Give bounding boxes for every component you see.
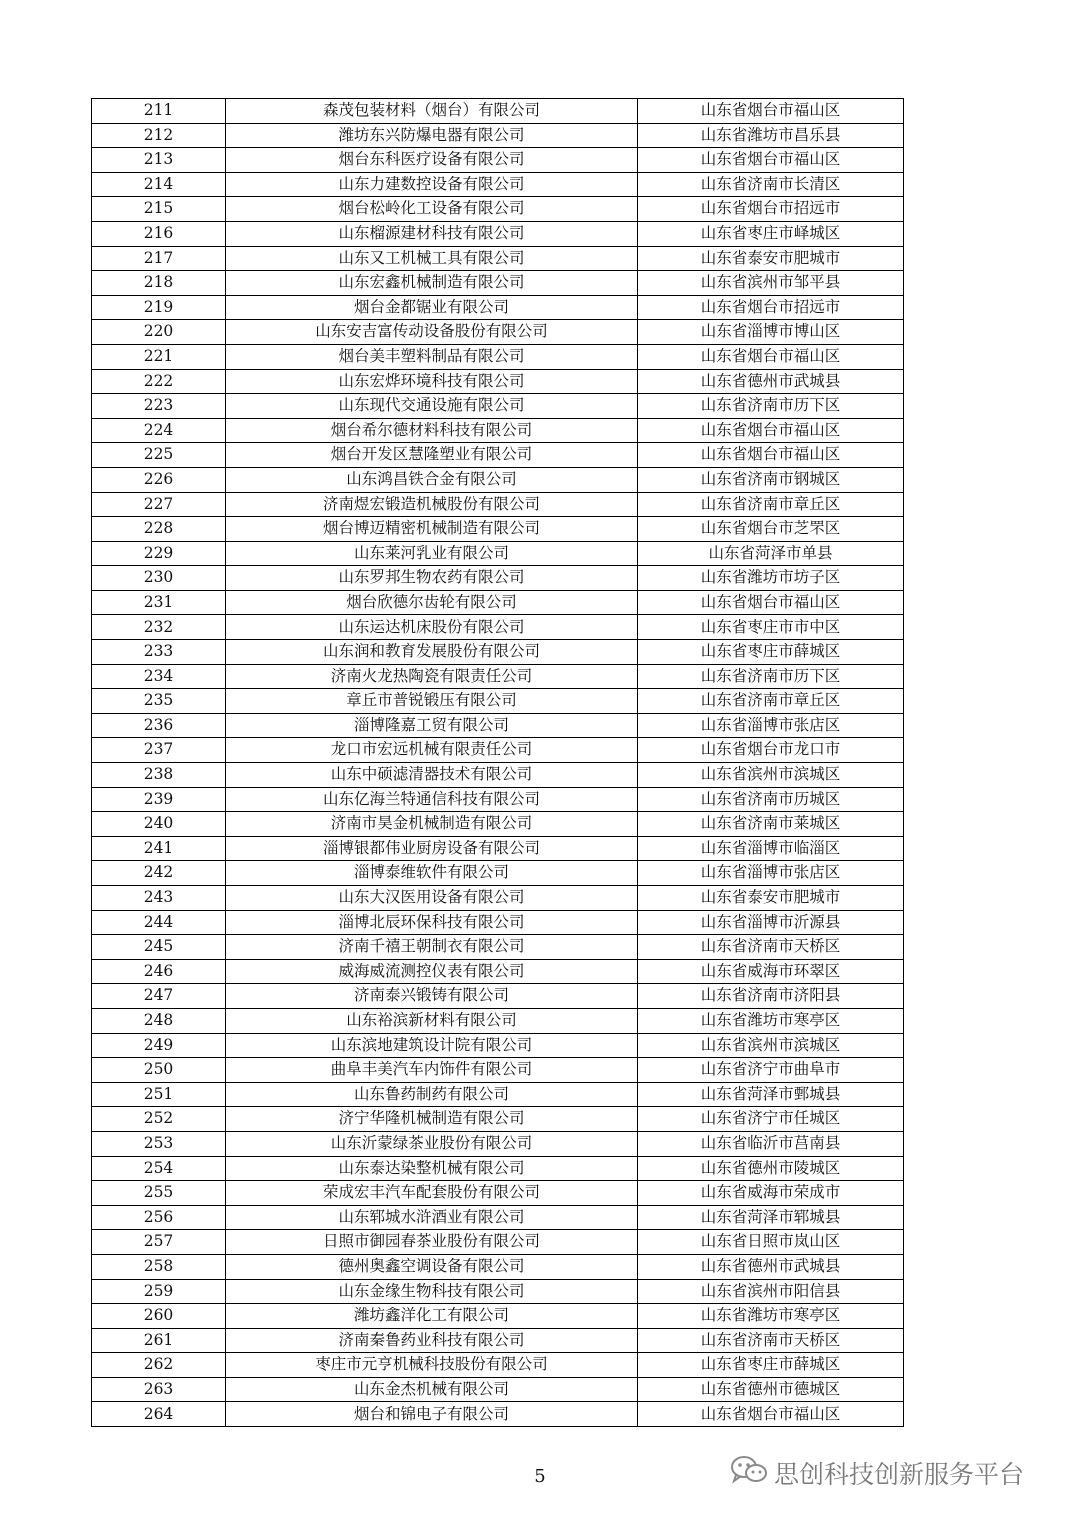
company-name-cell: 淄博隆嘉工贸有限公司 xyxy=(226,713,638,738)
company-name-cell: 潍坊东兴防爆电器有限公司 xyxy=(226,123,638,148)
row-number-cell: 226 xyxy=(92,467,226,492)
company-name-cell: 山东运达机床股份有限公司 xyxy=(226,615,638,640)
row-number-cell: 243 xyxy=(92,886,226,911)
table-row xyxy=(92,1082,904,1107)
company-name-cell: 烟台欣德尔齿轮有限公司 xyxy=(226,590,638,615)
company-name-cell: 济宁华隆机械制造有限公司 xyxy=(226,1107,638,1132)
table-row xyxy=(92,394,904,419)
table-row xyxy=(92,418,904,443)
location-cell: 山东省淄博市沂源县 xyxy=(638,910,904,935)
location-cell: 山东省滨州市滨城区 xyxy=(638,763,904,788)
table-row xyxy=(92,664,904,689)
watermark xyxy=(730,1455,1024,1491)
company-name-cell: 山东榴源建材科技有限公司 xyxy=(226,221,638,246)
table-row xyxy=(92,1328,904,1353)
company-name-cell: 烟台松岭化工设备有限公司 xyxy=(226,197,638,222)
location-cell: 山东省滨州市邹平县 xyxy=(638,271,904,296)
row-number-cell: 228 xyxy=(92,517,226,542)
location-cell: 山东省济南市章丘区 xyxy=(638,689,904,714)
row-number-cell: 229 xyxy=(92,541,226,566)
table-row xyxy=(92,787,904,812)
location-cell: 山东省潍坊市寒亭区 xyxy=(638,1304,904,1329)
row-number-cell: 246 xyxy=(92,959,226,984)
row-number-cell: 231 xyxy=(92,590,226,615)
company-name-cell: 山东金缘生物科技有限公司 xyxy=(226,1279,638,1304)
location-cell: 山东省威海市环翠区 xyxy=(638,959,904,984)
row-number-cell: 242 xyxy=(92,861,226,886)
company-name-cell: 山东郓城水浒酒业有限公司 xyxy=(226,1205,638,1230)
location-cell: 山东省烟台市福山区 xyxy=(638,590,904,615)
location-cell: 山东省济南市历下区 xyxy=(638,394,904,419)
row-number-cell: 260 xyxy=(92,1304,226,1329)
location-cell: 山东省潍坊市坊子区 xyxy=(638,566,904,591)
company-name-cell: 曲阜丰美汽车内饰件有限公司 xyxy=(226,1058,638,1083)
company-table xyxy=(91,98,904,1427)
location-cell: 山东省济南市济阳县 xyxy=(638,984,904,1009)
table-row xyxy=(92,1205,904,1230)
company-name-cell: 山东裕滨新材料有限公司 xyxy=(226,1008,638,1033)
row-number-cell: 237 xyxy=(92,738,226,763)
row-number-cell: 233 xyxy=(92,640,226,665)
location-cell: 山东省泰安市肥城市 xyxy=(638,886,904,911)
table-row xyxy=(92,467,904,492)
location-cell: 山东省菏泽市单县 xyxy=(638,541,904,566)
company-name-cell: 威海威流测控仪表有限公司 xyxy=(226,959,638,984)
table-row xyxy=(92,1254,904,1279)
row-number-cell: 239 xyxy=(92,787,226,812)
table-row xyxy=(92,1402,904,1427)
location-cell: 山东省菏泽市郓城县 xyxy=(638,1205,904,1230)
row-number-cell: 253 xyxy=(92,1131,226,1156)
table-row xyxy=(92,640,904,665)
company-name-cell: 山东滨地建筑设计院有限公司 xyxy=(226,1033,638,1058)
table-row xyxy=(92,935,904,960)
table-row xyxy=(92,1107,904,1132)
table-row xyxy=(92,861,904,886)
location-cell: 山东省德州市武城县 xyxy=(638,369,904,394)
row-number-cell: 247 xyxy=(92,984,226,1009)
company-name-cell: 烟台和锦电子有限公司 xyxy=(226,1402,638,1427)
location-cell: 山东省烟台市芝罘区 xyxy=(638,517,904,542)
company-name-cell: 日照市御园春茶业股份有限公司 xyxy=(226,1230,638,1255)
table-row xyxy=(92,1279,904,1304)
company-name-cell: 章丘市普锐锻压有限公司 xyxy=(226,689,638,714)
company-name-cell: 淄博泰维软件有限公司 xyxy=(226,861,638,886)
row-number-cell: 248 xyxy=(92,1008,226,1033)
table-row xyxy=(92,910,904,935)
location-cell: 山东省济南市章丘区 xyxy=(638,492,904,517)
company-name-cell: 山东安吉富传动设备股份有限公司 xyxy=(226,320,638,345)
company-name-cell: 潍坊鑫洋化工有限公司 xyxy=(226,1304,638,1329)
location-cell: 山东省临沂市莒南县 xyxy=(638,1131,904,1156)
row-number-cell: 212 xyxy=(92,123,226,148)
row-number-cell: 211 xyxy=(92,99,226,124)
page-number: 5 xyxy=(534,1466,546,1487)
row-number-cell: 225 xyxy=(92,443,226,468)
location-cell: 山东省济南市天桥区 xyxy=(638,935,904,960)
row-number-cell: 214 xyxy=(92,172,226,197)
table-row xyxy=(92,590,904,615)
row-number-cell: 257 xyxy=(92,1230,226,1255)
table-row xyxy=(92,1008,904,1033)
location-cell: 山东省枣庄市峄城区 xyxy=(638,221,904,246)
location-cell: 山东省枣庄市薛城区 xyxy=(638,640,904,665)
row-number-cell: 213 xyxy=(92,148,226,173)
company-name-cell: 山东宏烨环境科技有限公司 xyxy=(226,369,638,394)
table-row xyxy=(92,99,904,124)
wechat-icon xyxy=(730,1455,768,1491)
company-name-cell: 济南千禧王朝制衣有限公司 xyxy=(226,935,638,960)
table-row xyxy=(92,836,904,861)
location-cell: 山东省烟台市福山区 xyxy=(638,1402,904,1427)
table-row xyxy=(92,763,904,788)
location-cell: 山东省日照市岚山区 xyxy=(638,1230,904,1255)
company-name-cell: 济南煜宏锻造机械股份有限公司 xyxy=(226,492,638,517)
table-row xyxy=(92,123,904,148)
location-cell: 山东省济南市天桥区 xyxy=(638,1328,904,1353)
row-number-cell: 222 xyxy=(92,369,226,394)
row-number-cell: 241 xyxy=(92,836,226,861)
table-row xyxy=(92,689,904,714)
row-number-cell: 261 xyxy=(92,1328,226,1353)
table-row xyxy=(92,271,904,296)
row-number-cell: 224 xyxy=(92,418,226,443)
location-cell: 山东省济南市长清区 xyxy=(638,172,904,197)
company-name-cell: 山东莱河乳业有限公司 xyxy=(226,541,638,566)
table-row xyxy=(92,1353,904,1378)
company-name-cell: 枣庄市元亨机械科技股份有限公司 xyxy=(226,1353,638,1378)
row-number-cell: 238 xyxy=(92,763,226,788)
location-cell: 山东省烟台市龙口市 xyxy=(638,738,904,763)
row-number-cell: 236 xyxy=(92,713,226,738)
location-cell: 山东省济宁市曲阜市 xyxy=(638,1058,904,1083)
table-row xyxy=(92,1131,904,1156)
row-number-cell: 252 xyxy=(92,1107,226,1132)
row-number-cell: 219 xyxy=(92,295,226,320)
location-cell: 山东省潍坊市寒亭区 xyxy=(638,1008,904,1033)
table-row xyxy=(92,443,904,468)
row-number-cell: 240 xyxy=(92,812,226,837)
company-name-cell: 济南泰兴锻铸有限公司 xyxy=(226,984,638,1009)
location-cell: 山东省泰安市肥城市 xyxy=(638,246,904,271)
table-row xyxy=(92,1230,904,1255)
company-name-cell: 济南秦鲁药业科技有限公司 xyxy=(226,1328,638,1353)
row-number-cell: 220 xyxy=(92,320,226,345)
table-row xyxy=(92,295,904,320)
row-number-cell: 250 xyxy=(92,1058,226,1083)
company-name-cell: 烟台开发区慧隆塑业有限公司 xyxy=(226,443,638,468)
location-cell: 山东省菏泽市鄄城县 xyxy=(638,1082,904,1107)
table-row xyxy=(92,713,904,738)
row-number-cell: 230 xyxy=(92,566,226,591)
table-row xyxy=(92,1377,904,1402)
row-number-cell: 221 xyxy=(92,344,226,369)
company-name-cell: 山东沂蒙绿茶业股份有限公司 xyxy=(226,1131,638,1156)
table-row xyxy=(92,172,904,197)
company-name-cell: 山东泰达染整机械有限公司 xyxy=(226,1156,638,1181)
location-cell: 山东省济南市历城区 xyxy=(638,787,904,812)
table-row xyxy=(92,959,904,984)
table-row xyxy=(92,984,904,1009)
company-name-cell: 山东现代交通设施有限公司 xyxy=(226,394,638,419)
company-name-cell: 烟台美丰塑料制品有限公司 xyxy=(226,344,638,369)
row-number-cell: 245 xyxy=(92,935,226,960)
company-name-cell: 烟台东科医疗设备有限公司 xyxy=(226,148,638,173)
location-cell: 山东省淄博市临淄区 xyxy=(638,836,904,861)
table-row xyxy=(92,221,904,246)
location-cell: 山东省枣庄市薛城区 xyxy=(638,1353,904,1378)
row-number-cell: 227 xyxy=(92,492,226,517)
table-row xyxy=(92,1058,904,1083)
company-name-cell: 烟台金都锯业有限公司 xyxy=(226,295,638,320)
table-row xyxy=(92,1156,904,1181)
row-number-cell: 232 xyxy=(92,615,226,640)
location-cell: 山东省济南市钢城区 xyxy=(638,467,904,492)
company-name-cell: 山东鸿昌铁合金有限公司 xyxy=(226,467,638,492)
location-cell: 山东省烟台市招远市 xyxy=(638,197,904,222)
row-number-cell: 254 xyxy=(92,1156,226,1181)
company-name-cell: 山东亿海兰特通信科技有限公司 xyxy=(226,787,638,812)
location-cell: 山东省威海市荣成市 xyxy=(638,1181,904,1206)
table-row xyxy=(92,541,904,566)
location-cell: 山东省烟台市福山区 xyxy=(638,443,904,468)
table-row xyxy=(92,344,904,369)
row-number-cell: 218 xyxy=(92,271,226,296)
location-cell: 山东省烟台市福山区 xyxy=(638,99,904,124)
row-number-cell: 255 xyxy=(92,1181,226,1206)
company-name-cell: 德州奥鑫空调设备有限公司 xyxy=(226,1254,638,1279)
location-cell: 山东省潍坊市昌乐县 xyxy=(638,123,904,148)
table-row xyxy=(92,566,904,591)
table-row xyxy=(92,492,904,517)
row-number-cell: 215 xyxy=(92,197,226,222)
location-cell: 山东省烟台市福山区 xyxy=(638,148,904,173)
table-row xyxy=(92,812,904,837)
location-cell: 山东省滨州市阳信县 xyxy=(638,1279,904,1304)
table-row xyxy=(92,1181,904,1206)
table-row xyxy=(92,369,904,394)
company-name-cell: 山东润和教育发展股份有限公司 xyxy=(226,640,638,665)
table-row xyxy=(92,517,904,542)
table-row xyxy=(92,148,904,173)
location-cell: 山东省德州市德城区 xyxy=(638,1377,904,1402)
row-number-cell: 263 xyxy=(92,1377,226,1402)
table-row xyxy=(92,886,904,911)
company-name-cell: 山东又工机械工具有限公司 xyxy=(226,246,638,271)
location-cell: 山东省淄博市张店区 xyxy=(638,861,904,886)
company-name-cell: 森茂包装材料（烟台）有限公司 xyxy=(226,99,638,124)
table-row xyxy=(92,320,904,345)
watermark-text: 思创科技创新服务平台 xyxy=(774,1460,1025,1489)
company-name-cell: 山东中硕滤清器技术有限公司 xyxy=(226,763,638,788)
company-name-cell: 济南火龙热陶瓷有限责任公司 xyxy=(226,664,638,689)
location-cell: 山东省济宁市任城区 xyxy=(638,1107,904,1132)
company-name-cell: 龙口市宏远机械有限责任公司 xyxy=(226,738,638,763)
row-number-cell: 249 xyxy=(92,1033,226,1058)
company-name-cell: 淄博北辰环保科技有限公司 xyxy=(226,910,638,935)
company-name-cell: 山东金杰机械有限公司 xyxy=(226,1377,638,1402)
table-row xyxy=(92,738,904,763)
row-number-cell: 264 xyxy=(92,1402,226,1427)
company-name-cell: 山东大汉医用设备有限公司 xyxy=(226,886,638,911)
location-cell: 山东省烟台市招远市 xyxy=(638,295,904,320)
company-name-cell: 烟台博迈精密机械制造有限公司 xyxy=(226,517,638,542)
company-name-cell: 山东力建数控设备有限公司 xyxy=(226,172,638,197)
table-row xyxy=(92,1304,904,1329)
row-number-cell: 258 xyxy=(92,1254,226,1279)
location-cell: 山东省淄博市张店区 xyxy=(638,713,904,738)
location-cell: 山东省烟台市福山区 xyxy=(638,344,904,369)
location-cell: 山东省枣庄市市中区 xyxy=(638,615,904,640)
row-number-cell: 235 xyxy=(92,689,226,714)
row-number-cell: 234 xyxy=(92,664,226,689)
table-body xyxy=(92,99,904,1427)
location-cell: 山东省德州市武城县 xyxy=(638,1254,904,1279)
row-number-cell: 262 xyxy=(92,1353,226,1378)
company-name-cell: 烟台希尔德材料科技有限公司 xyxy=(226,418,638,443)
company-name-cell: 山东宏鑫机械制造有限公司 xyxy=(226,271,638,296)
location-cell: 山东省烟台市福山区 xyxy=(638,418,904,443)
location-cell: 山东省济南市历下区 xyxy=(638,664,904,689)
table-row xyxy=(92,246,904,271)
row-number-cell: 216 xyxy=(92,221,226,246)
row-number-cell: 217 xyxy=(92,246,226,271)
row-number-cell: 251 xyxy=(92,1082,226,1107)
row-number-cell: 256 xyxy=(92,1205,226,1230)
table-row xyxy=(92,1033,904,1058)
location-cell: 山东省德州市陵城区 xyxy=(638,1156,904,1181)
row-number-cell: 244 xyxy=(92,910,226,935)
company-name-cell: 荣成宏丰汽车配套股份有限公司 xyxy=(226,1181,638,1206)
table-row xyxy=(92,197,904,222)
location-cell: 山东省济南市莱城区 xyxy=(638,812,904,837)
company-name-cell: 山东罗邦生物农药有限公司 xyxy=(226,566,638,591)
company-name-cell: 淄博银都伟业厨房设备有限公司 xyxy=(226,836,638,861)
row-number-cell: 259 xyxy=(92,1279,226,1304)
company-name-cell: 山东鲁药制药有限公司 xyxy=(226,1082,638,1107)
location-cell: 山东省淄博市博山区 xyxy=(638,320,904,345)
row-number-cell: 223 xyxy=(92,394,226,419)
table-row xyxy=(92,615,904,640)
location-cell: 山东省滨州市滨城区 xyxy=(638,1033,904,1058)
company-name-cell: 济南市昊金机械制造有限公司 xyxy=(226,812,638,837)
